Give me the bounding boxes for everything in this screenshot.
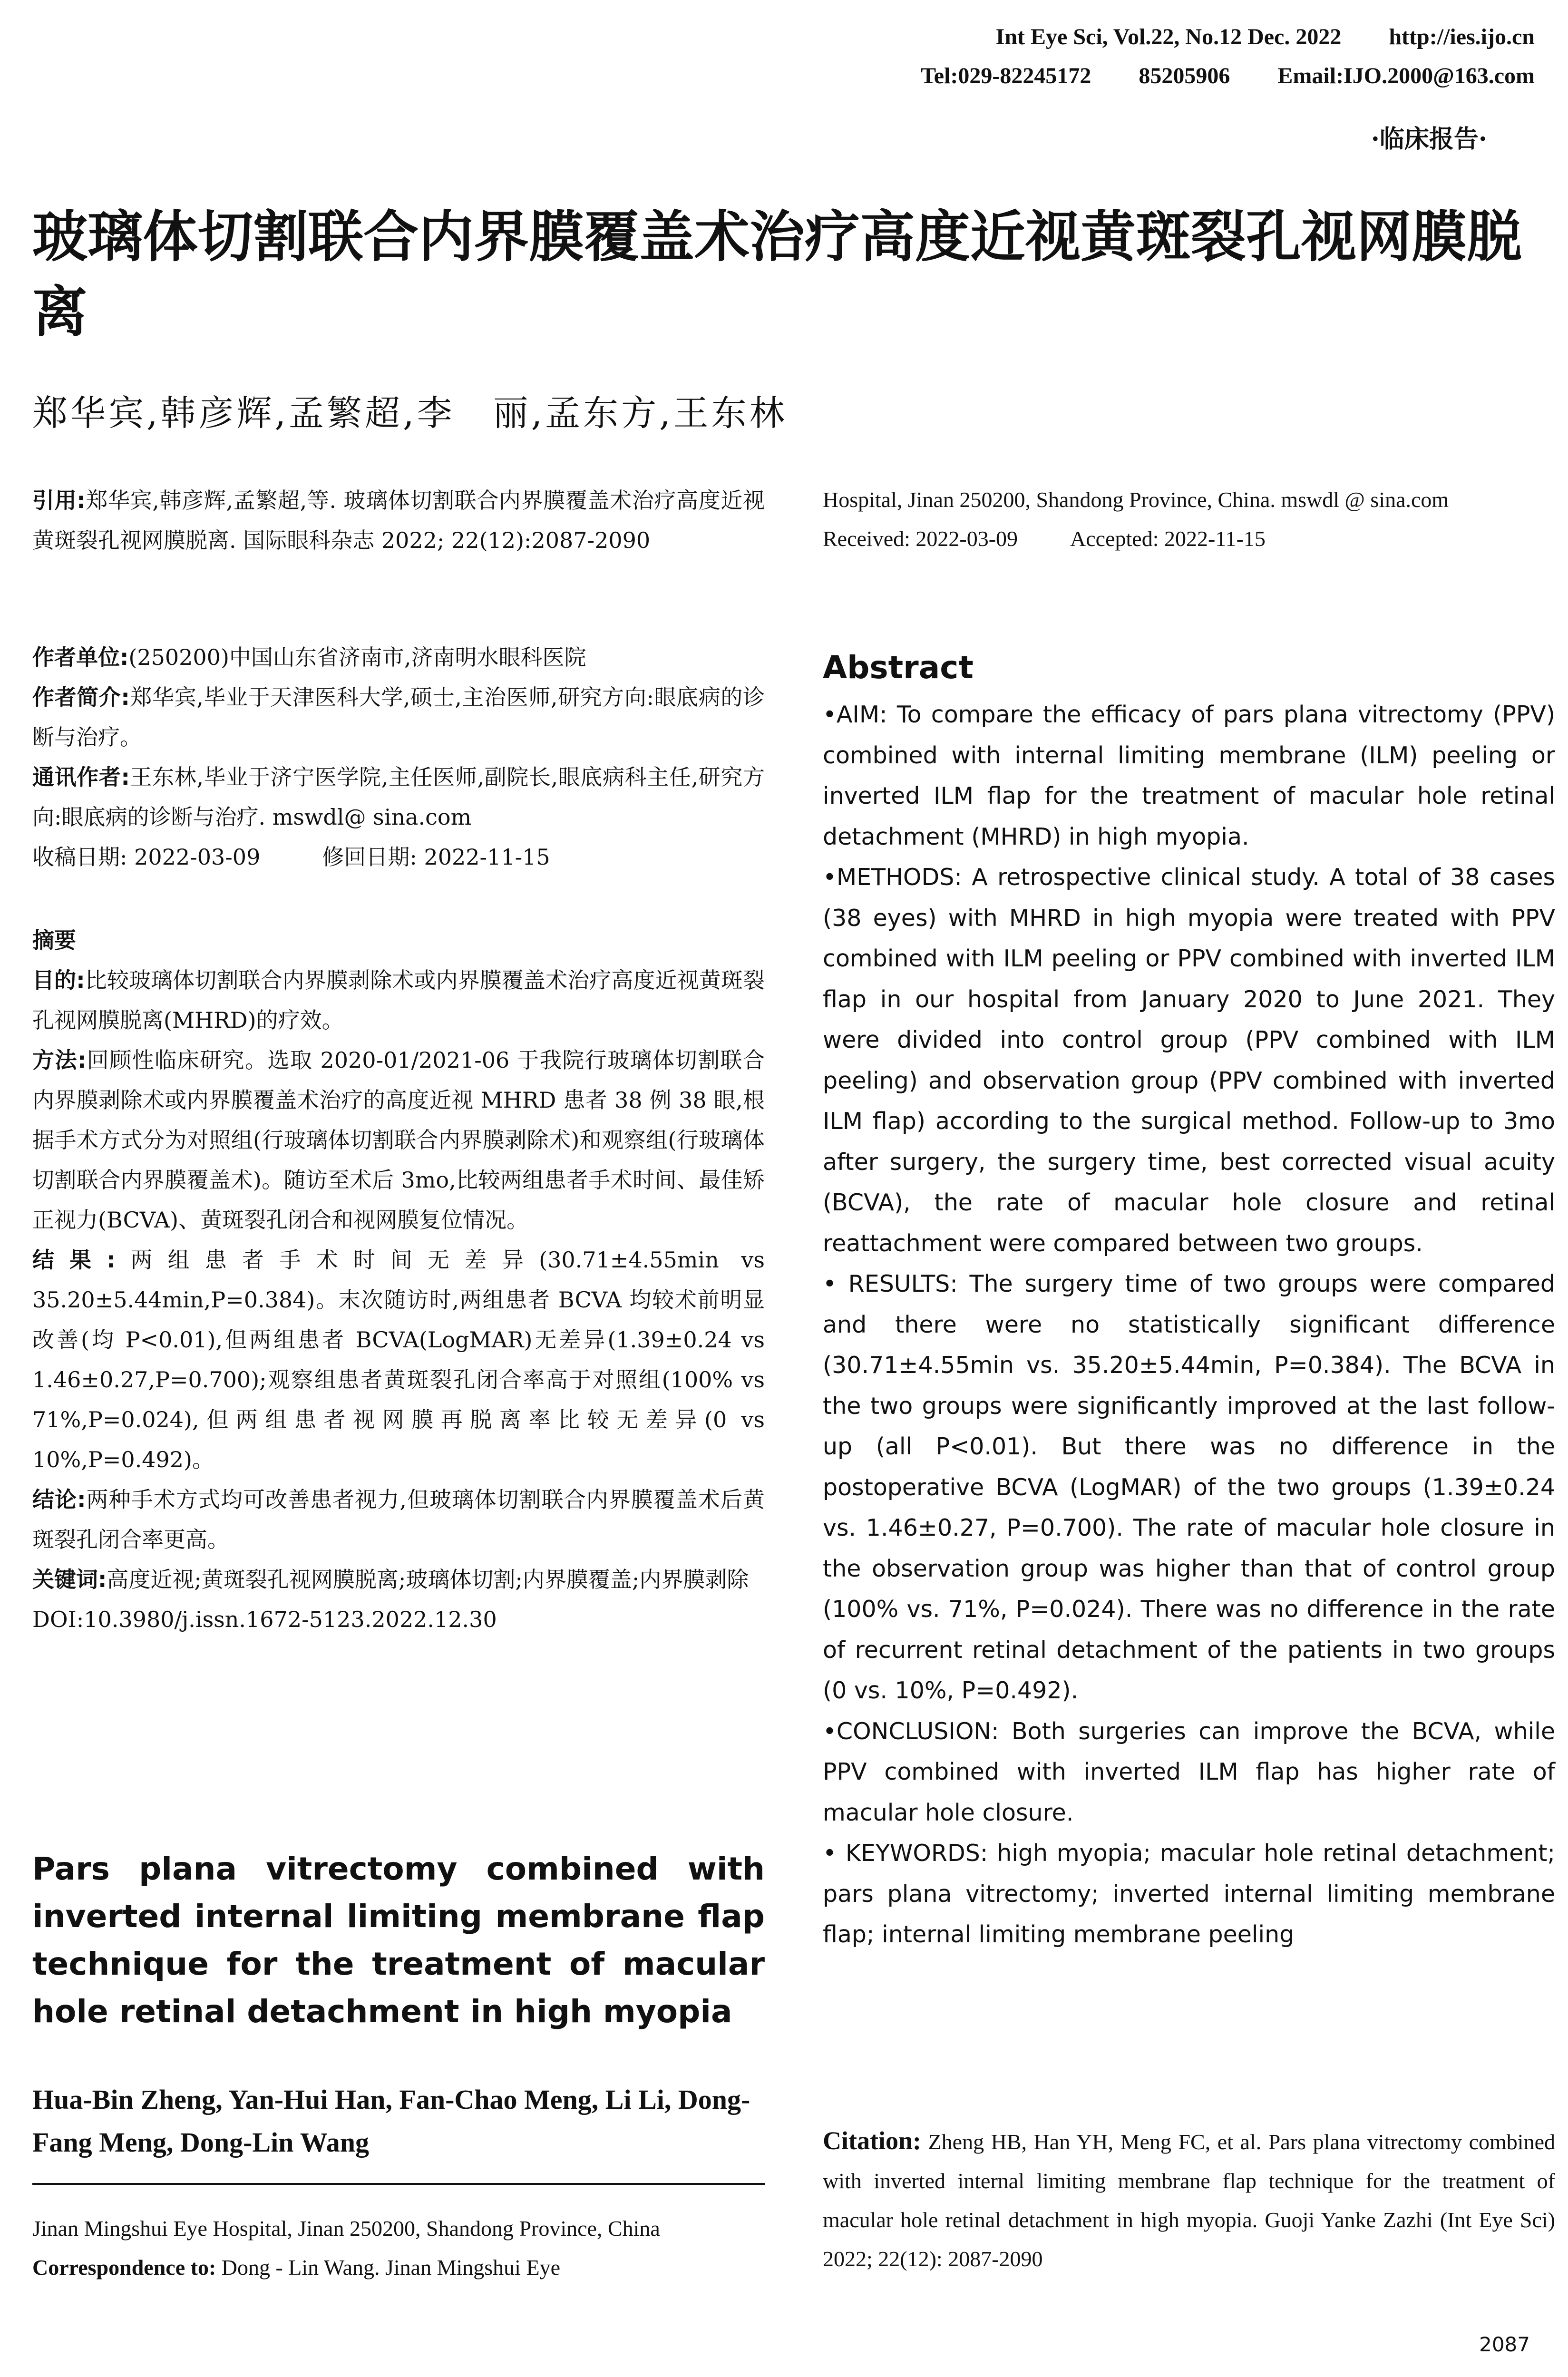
page-number: 2087: [1479, 2333, 1530, 2356]
keywords-text-cn: 高度近视;黄斑裂孔视网膜脱离;玻璃体切割;内界膜覆盖;内界膜剥除: [107, 1567, 749, 1592]
revised-date-cn: 修回日期: 2022-11-15: [322, 844, 550, 870]
section-tag: ·临床报告·: [1371, 125, 1487, 154]
journal-url[interactable]: http://ies.ijo.cn: [1389, 24, 1535, 49]
aim-label-cn: 目的:: [32, 967, 85, 993]
journal-email[interactable]: Email:IJO.2000@163.com: [1277, 63, 1535, 88]
affiliation-en-block: [32, 2209, 765, 2287]
citation-en: [823, 2121, 1555, 2279]
corr-label-cn: 通讯作者:: [32, 764, 130, 790]
citation-cn: [32, 480, 765, 560]
abstract-en: [823, 694, 1555, 1955]
received-date-en: Received: 2022-03-09: [823, 526, 1018, 551]
results-label-cn: 结果:: [32, 1247, 116, 1273]
abstract-en-heading: Abstract: [823, 649, 974, 686]
article-title-en: Pars plana vitrectomy combined with inverted internal limiting membrane flap technique for the treatment of macular hole retinal detachment in high myopia: [32, 1851, 765, 2030]
journal-tel2: 85205906: [1139, 63, 1230, 88]
abstract-keywords-en: • KEYWORDS: high myopia; macular hole retinal detachment; pars plana vitrectomy; inverted internal limiting membrane flap; internal limiting membrane peeling: [823, 1840, 1555, 1948]
bio-text: 郑华宾,毕业于天津医科大学,硕士,主治医师,研究方向:眼底病的诊断与治疗。: [32, 684, 765, 750]
conclusion-text-cn: 两种手术方式均可改善患者视力,但玻璃体切割联合内界膜覆盖术后黄斑裂孔闭合率更高。: [32, 1487, 765, 1552]
divider-rule: [32, 2183, 765, 2185]
results-text-cn: 两组患者手术时间无差异(30.71±4.55min vs 35.20±5.44min,P=0.384)。末次随访时,两组患者 BCVA 均较术前明显改善(均 P<0.01),但两组患者 BCVA(LogMAR)无差异(1.39±0.24 vs 1.46±0.27,P=0.700);观察组患者黄斑裂孔闭合率高于对照组(100% vs 71%,P=0.024),但两组患者视网膜再脱离率比较无差异(0 vs 10%,P=0.492)。: [32, 1247, 765, 1472]
received-date-cn: 收稿日期: 2022-03-09: [32, 844, 261, 870]
corr-text-cn: 王东林,毕业于济宁医学院,主任医师,副院长,眼底病科主任,研究方向:眼底病的诊断与治疗. mswdl@ sina.com: [32, 764, 765, 830]
citation-cn-text: 郑华宾,韩彦辉,孟繁超,等. 玻璃体切割联合内界膜覆盖术治疗高度近视黄斑裂孔视网膜脱离. 国际眼科杂志 2022; 22(12):2087-2090: [32, 487, 765, 553]
corr-text-en-right: Hospital, Jinan 250200, Shandong Province, China. mswdl @ sina.com: [823, 487, 1449, 512]
abstract-aim-en: •AIM: To compare the efficacy of pars plana vitrectomy (PPV) combined with internal limiting membrane (ILM) peeling or inverted ILM flap for the treatment of macular hole retinal detachment (MHRD) in high myopia.: [823, 701, 1555, 850]
authors-en: Hua-Bin Zheng, Yan-Hui Han, Fan-Chao Meng, Li Li, Dong-Fang Meng, Dong-Lin Wang: [32, 2084, 750, 2158]
corr-continuation: [823, 480, 1555, 558]
unit-label: 作者单位:: [32, 644, 129, 670]
abstract-results-en: • RESULTS: The surgery time of two groups were compared and there were no statistically significant difference (30.71±4.55min vs. 35.20±5.44min, P=0.384). The BCVA in the two groups were significantly improved at the last follow-up (all P<0.01). But there was no difference in the postoperative BCVA (LogMAR) of the two groups (1.39±0.24 vs. 1.46±0.27, P=0.700). The rate of macular hole closure in the observation group was higher than that of control group (100% vs. 71%, P=0.024). There was no difference in the rate of recurrent retinal detachment of the patients in two groups (0 vs. 10%, P=0.492).: [823, 1270, 1555, 1704]
citation-en-label: Citation:: [823, 2126, 921, 2155]
journal-tel: Tel:029-82245172: [921, 63, 1091, 88]
keywords-label-cn: 关键词:: [32, 1567, 107, 1592]
author-info-block: [32, 637, 765, 877]
authors-cn: 郑华宾,韩彦辉,孟繁超,李 丽,孟东方,王东林: [32, 393, 788, 434]
doi[interactable]: DOI:10.3980/j.issn.1672-5123.2022.12.30: [32, 1607, 497, 1632]
abstract-conclusion-en: •CONCLUSION: Both surgeries can improve the BCVA, while PPV combined with inverted ILM flap has higher rate of macular hole closure.: [823, 1717, 1555, 1826]
abstract-cn: [32, 920, 765, 1639]
citation-en-text: Zheng HB, Han YH, Meng FC, et al. Pars plana vitrectomy combined with inverted internal limiting membrane flap technique for the treatment of macular hole retinal detachment in high myopia. Guoji Yanke Zazhi (Int Eye Sci) 2022; 22(12): 2087-2090: [823, 2130, 1555, 2271]
journal-name: Int Eye Sci, Vol.22, No.12 Dec. 2022: [995, 24, 1342, 49]
journal-header-line2: [921, 63, 1535, 89]
accepted-date-en: Accepted: 2022-11-15: [1070, 526, 1266, 551]
methods-text-cn: 回顾性临床研究。选取 2020-01/2021-06 于我院行玻璃体切割联合内界膜剥除术或内界膜覆盖术治疗的高度近视 MHRD 患者 38 例 38 眼,根据手术方式分为对照组(行玻璃体切割联合内界膜剥除术)和观察组(行玻璃体切割联合内界膜覆盖术)。随访至术后 3mo,比较两组患者手术时间、最佳矫正视力(BCVA)、黄斑裂孔闭合和视网膜复位情况。: [32, 1047, 765, 1233]
unit-text: (250200)中国山东省济南市,济南明水眼科医院: [128, 644, 586, 670]
citation-cn-label: 引用:: [32, 487, 86, 513]
affiliation-en: Jinan Mingshui Eye Hospital, Jinan 250200, Shandong Province, China: [32, 2216, 660, 2241]
aim-text-cn: 比较玻璃体切割联合内界膜剥除术或内界膜覆盖术治疗高度近视黄斑裂孔视网膜脱离(MHRD)的疗效。: [32, 967, 765, 1033]
abstract-methods-en: •METHODS: A retrospective clinical study. A total of 38 cases (38 eyes) with MHRD in high myopia were treated with PPV combined with ILM peeling or PPV combined with inverted ILM flap in our hospital from January 2020 to June 2021. They were divided into control group (PPV combined with ILM peeling) and observation group (PPV combined with inverted ILM flap) according to the surgical method. Follow-up to 3mo after surgery, the surgery time, best corrected visual acuity (BCVA), the rate of macular hole closure and retinal reattachment were compared between two groups.: [823, 864, 1555, 1257]
conclusion-label-cn: 结论:: [32, 1487, 86, 1512]
abstract-cn-heading: 摘要: [32, 927, 76, 953]
methods-label-cn: 方法:: [32, 1047, 87, 1073]
journal-header-line1: [996, 24, 1535, 50]
bio-label: 作者简介:: [32, 684, 130, 710]
corr-text-en-left: Dong - Lin Wang. Jinan Mingshui Eye: [221, 2255, 560, 2280]
article-title-cn: 玻璃体切割联合内界膜覆盖术治疗高度近视黄斑裂孔视网膜脱离: [32, 205, 1522, 344]
corr-label-en: Correspondence to:: [32, 2255, 216, 2280]
